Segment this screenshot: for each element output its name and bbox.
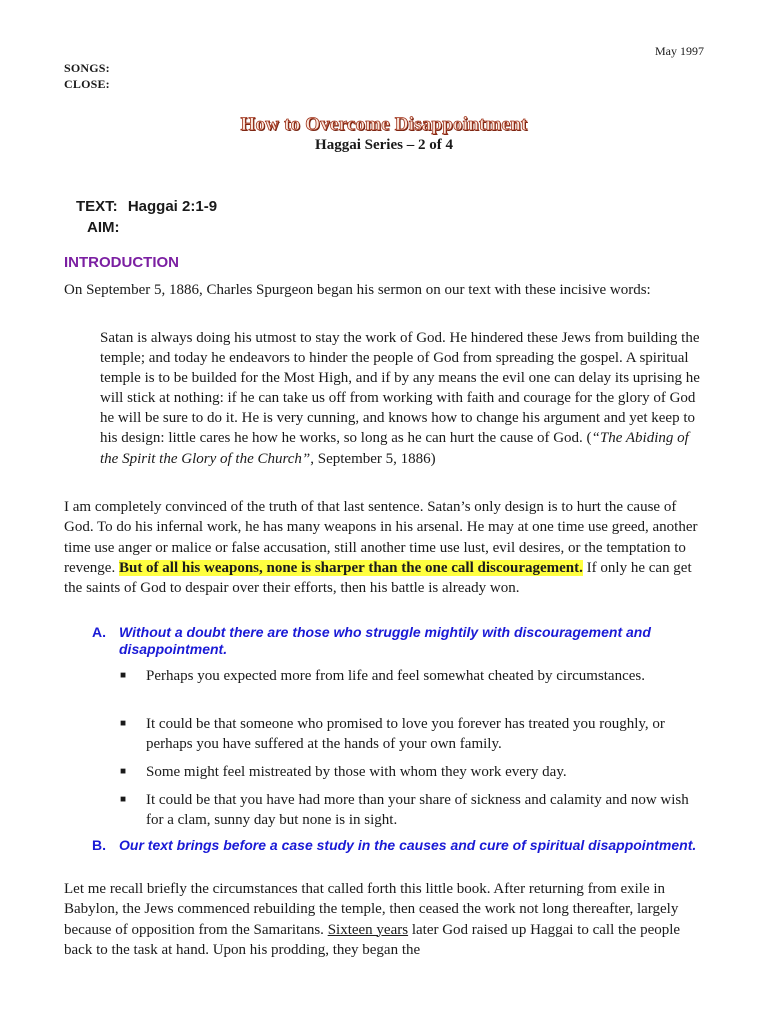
outline-label-b: B.	[92, 837, 106, 853]
bullet-item	[120, 790, 700, 831]
discouragement-paragraph	[64, 497, 706, 598]
paragraph-text-end: If only he can get the saints of God to despair over their efforts, then his battle is already won.	[64, 559, 692, 597]
paragraph-text-start: I am completely convinced of the truth of that last sentence. Satan’s only design is to hurt the cause of God. To do his infernal work, he has many weapons in his arsenal. He may at one time use greed, another time use anger or malice or false accusation, still another time use lust, evil desires, or the temptation to revenge.	[64, 499, 698, 576]
square-bullet-icon: ■	[120, 670, 127, 681]
closing-text-start: Let me recall briefly the circumstances that called forth this little book. After returning from exile in Babylon, the Jews commenced rebuilding the temple, then ceased the work not long thereafter, largely because of opposition from the Samaritans.	[64, 881, 679, 938]
underlined-phrase: Sixteen years	[327, 921, 409, 938]
document-date: May 1997	[655, 44, 704, 58]
text-label: TEXT:	[76, 198, 118, 215]
square-bullet-icon: ■	[120, 718, 127, 729]
bullet-item	[120, 762, 700, 782]
bullet-text: Perhaps you expected more from life and feel somewhat cheated by circumstances.	[146, 668, 645, 684]
text-reference: Haggai 2:1-9	[127, 198, 218, 215]
quote-source: “The Abiding of the Spirit the Glory of the Church”	[100, 430, 689, 467]
quote-date: , September 5, 1886)	[310, 450, 436, 467]
square-bullet-icon: ■	[120, 794, 127, 805]
quote-body: Satan is always doing his utmost to stay the work of God. He hindered these Jews from building the temple; and today he endeavors to hinder the people of God from spreading the gospel. A spiritual temple is to be builded for the Most High, and if by any means the evil one can delay its uprising he will stick at nothing: if he can take us off from working with faith and courage for the glory of God he will be sure to do it. He is very cunning, and knows how to change his argument and yet keep to his design: little cares he how he works, so long as he can hurt the cause of God. (	[100, 330, 700, 447]
series-subtitle: Haggai Series – 2 of 4	[315, 137, 453, 153]
outline-text-a: Without a doubt there are those who struggle mightily with discouragement and disappointment.	[119, 624, 651, 657]
highlighted-sentence: But of all his weapons, none is sharper than the one call discouragement.	[118, 559, 583, 576]
bullet-item	[120, 666, 700, 686]
bullet-text: Some might feel mistreated by those with whom they work every day.	[146, 764, 567, 780]
opening-paragraph: On September 5, 1886, Charles Spurgeon began his sermon on our text with these incisive words:	[64, 282, 651, 298]
introduction-heading: INTRODUCTION	[64, 254, 179, 271]
text-reference-line	[76, 198, 217, 215]
outline-point-b	[92, 837, 698, 854]
close-label: CLOSE:	[64, 77, 110, 91]
outline-point-a	[92, 624, 698, 658]
songs-label: SONGS:	[64, 61, 110, 75]
outline-text-b: Our text brings before a case study in the causes and cure of spiritual disappointment.	[119, 837, 697, 853]
square-bullet-icon: ■	[120, 766, 127, 777]
sermon-title: How to Overcome Disappointment	[240, 114, 528, 135]
title-block	[0, 114, 768, 136]
aim-label: AIM:	[87, 219, 120, 236]
bullet-text: It could be that you have had more than your share of sickness and calamity and now wish for a clam, sunny day but none is in sight.	[146, 792, 689, 829]
bullet-text: It could be that someone who promised to love you forever has treated you roughly, or perhaps you have suffered at the hands of your own family.	[146, 716, 665, 753]
closing-text-end: later God raised up Haggai to call the people back to the task at hand. Upon his prodding, they began the	[64, 921, 681, 958]
outline-label-a: A.	[92, 624, 106, 640]
spurgeon-quote	[100, 328, 700, 469]
closing-paragraph	[64, 879, 706, 960]
bullet-item	[120, 714, 700, 755]
